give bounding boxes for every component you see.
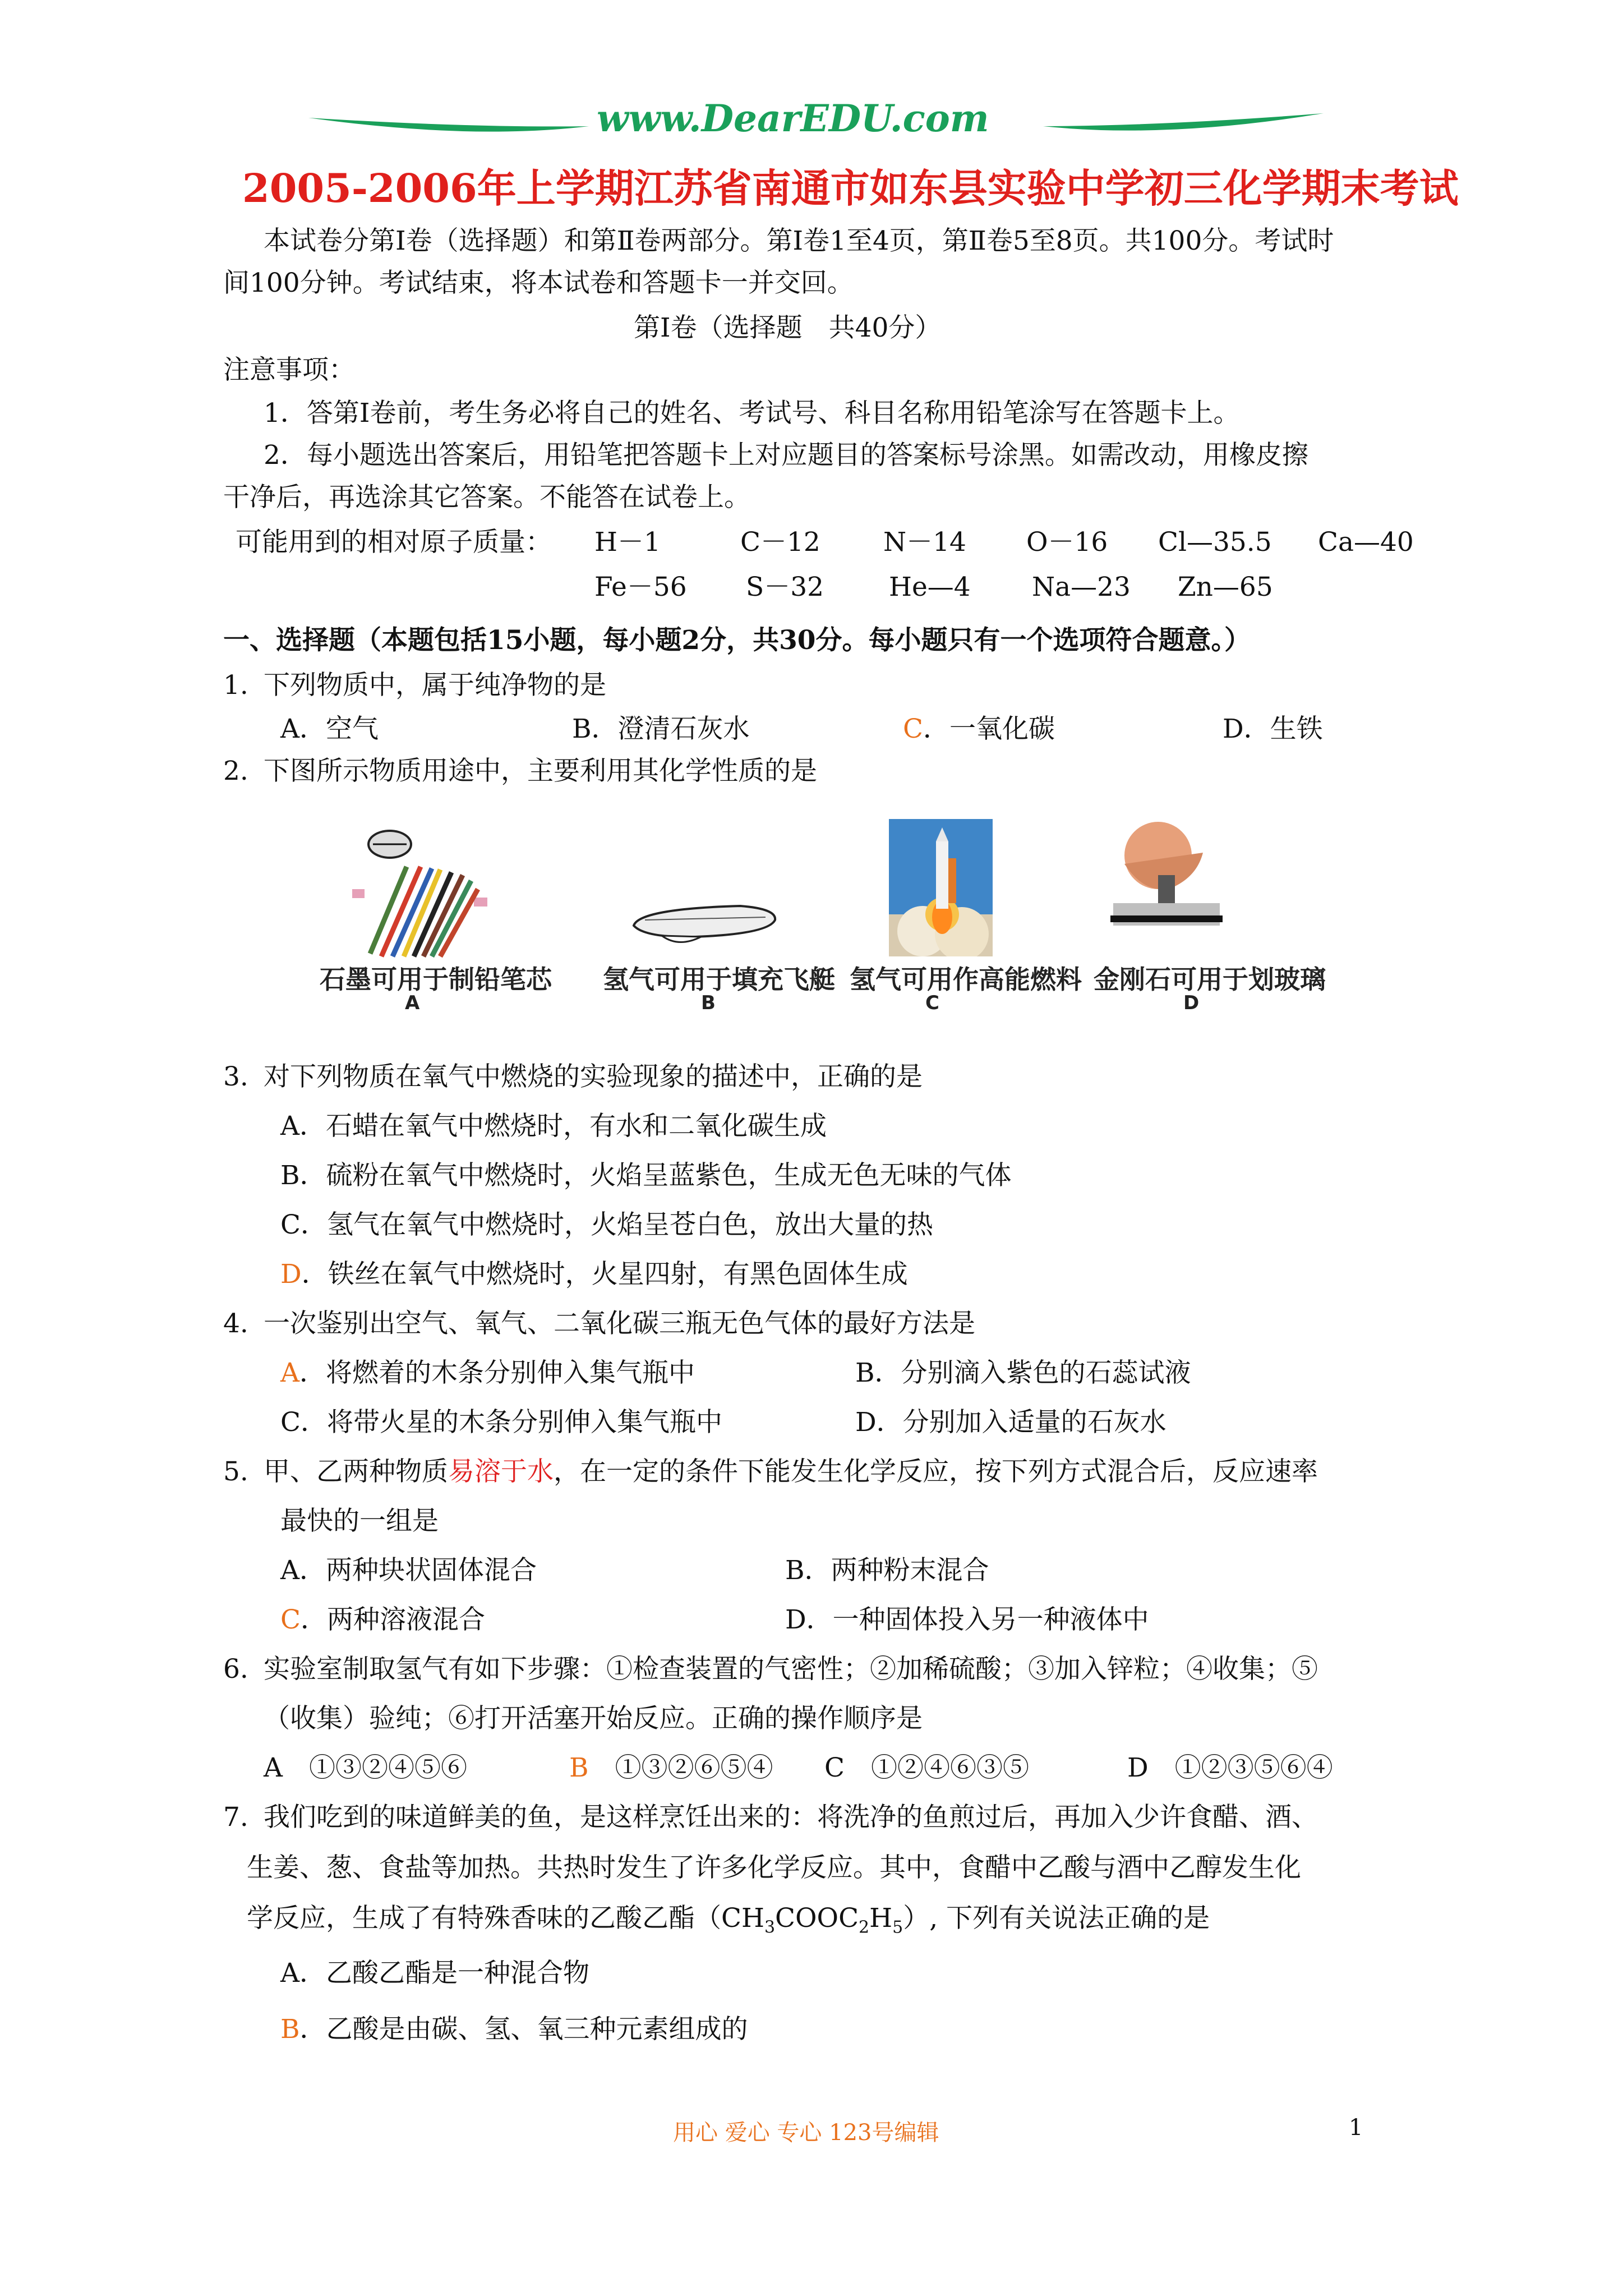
q1-stem: 下列物质中，属于纯净物的是 <box>264 670 606 701</box>
question-number: 2. <box>223 756 248 786</box>
atomic-mass: O－16 <box>1026 527 1108 558</box>
answer-letter: C <box>280 1604 301 1635</box>
atomic-mass: Zn—65 <box>1178 572 1273 602</box>
q6-option-c: C ①②④⑥③⑤ <box>824 1752 1029 1783</box>
figure-caption: 氢气可用作高能燃料 <box>850 964 1082 995</box>
figure-caption: 石墨可用于制铅笔芯 <box>320 964 552 995</box>
q6-option-b: B ①③②⑥⑤④ <box>569 1752 773 1783</box>
q5-stem-line-2: 最快的一组是 <box>280 1506 439 1536</box>
q1-option-d: D．生铁 <box>1223 714 1323 744</box>
answer-letter: D <box>280 1259 302 1290</box>
figure-caption: 金刚石可用于划玻璃 <box>1094 964 1326 995</box>
q4-stem: 一次鉴别出空气、氧气、二氧化碳三瓶无色气体的最好方法是 <box>264 1308 975 1339</box>
rocket-launch-image <box>889 819 993 956</box>
answer-letter: C <box>903 714 923 744</box>
note-2b: 干净后，再选涂其它答案。不能答在试卷上。 <box>223 482 750 513</box>
question-number: 4. <box>223 1308 248 1339</box>
notes-label: 注意事项： <box>223 355 355 385</box>
atomic-mass: N－14 <box>883 527 966 558</box>
q7-line-2: 生姜、葱、食盐等加热。共热时发生了许多化学反应。其中，食醋中乙酸与酒中乙醇发生化 <box>247 1852 1301 1883</box>
q7-line-3: 学反应，生成了有特殊香味的乙酸乙酯$(CH_3COOC_2H_5)$, 下列有关说法正确的是 <box>247 1903 1210 1938</box>
q5-option-a: A．两种块状固体混合 <box>280 1555 537 1586</box>
page-number: 1 <box>1349 2115 1363 2141</box>
atomic-mass: H－1 <box>594 527 661 558</box>
q7-option-a: A．乙酸乙酯是一种混合物 <box>280 1958 589 1989</box>
airship-image <box>628 892 780 954</box>
q5-option-d: D．一种固体投入另一种液体中 <box>785 1604 1149 1635</box>
question-number: 5. <box>223 1456 248 1487</box>
pencils-image <box>348 819 494 965</box>
banner-url: www.DearEDU.com <box>597 96 989 140</box>
q4-option-a: A．将燃着的木条分别伸入集气瓶中 <box>280 1358 695 1388</box>
figure-letter: C <box>925 992 939 1014</box>
q6-option-a: A ①③②④⑤⑥ <box>264 1752 467 1783</box>
q5-option-c: C．两种溶液混合 <box>280 1604 485 1635</box>
atomic-mass: Ca—40 <box>1318 527 1414 558</box>
q5-stem: 甲、乙两种物质易溶于水，在一定的条件下能发生化学反应，按下列方式混合后，反应速率 <box>264 1456 1318 1487</box>
q3-option-a: A．石蜡在氧气中燃烧时，有水和二氧化碳生成 <box>280 1111 827 1142</box>
q6-option-d: D ①②③⑤⑥④ <box>1127 1752 1333 1783</box>
note-1: 1．答第Ⅰ卷前，考生务必将自己的姓名、考试号、科目名称用铅笔涂写在答题卡上。 <box>264 398 1240 429</box>
q3-option-d: D．铁丝在氧气中燃烧时，火星四射，有黑色固体生成 <box>280 1259 908 1290</box>
q2-stem: 下图所示物质用途中，主要利用其化学性质的是 <box>264 756 817 786</box>
question-number: 6. <box>223 1654 248 1685</box>
figure-letter: A <box>405 992 420 1014</box>
q1-option-b: B．澄清石灰水 <box>572 714 750 744</box>
q6-stem-line-1: 实验室制取氢气有如下步骤：①检查装置的气密性；②加稀硫酸；③加入锌粒；④收集；⑤ <box>264 1654 1318 1685</box>
atomic-mass: Cl—35.5 <box>1158 527 1272 558</box>
figure-letter: D <box>1183 992 1200 1014</box>
q7-line-1: 我们吃到的味道鲜美的鱼，是这样烹饪出来的：将洗净的鱼煎过后，再加入少许食醋、酒、 <box>264 1802 1318 1833</box>
q4-option-d: D．分别加入适量的石灰水 <box>855 1407 1166 1438</box>
atomic-mass: Fe－56 <box>594 572 687 602</box>
q4-option-c: C．将带火星的木条分别伸入集气瓶中 <box>280 1407 722 1438</box>
q1-option-a: A．空气 <box>280 714 379 744</box>
atomic-mass: S－32 <box>746 572 824 602</box>
intro-line-2: 间100分钟。考试结束，将本试卷和答题卡一并交回。 <box>223 268 854 298</box>
atomic-mass: He—4 <box>889 572 971 602</box>
footer-text: 用心 爱心 专心 123号编辑 <box>673 2120 939 2146</box>
answer-letter: B <box>280 2014 300 2045</box>
question-number: 7. <box>223 1802 248 1833</box>
atomic-mass: C－12 <box>740 527 820 558</box>
atomic-mass: Na—23 <box>1032 572 1131 602</box>
q3-option-b: B．硫粉在氧气中燃烧时，火焰呈蓝紫色，生成无色无味的气体 <box>280 1160 1012 1191</box>
figure-letter: B <box>701 992 716 1014</box>
figure-caption: 氢气可用于填充飞艇 <box>603 964 835 995</box>
q5-option-b: B．两种粉末混合 <box>785 1555 989 1586</box>
q7-option-b: B．乙酸是由碳、氢、氧三种元素组成的 <box>280 2014 748 2045</box>
answer-letter: A <box>280 1358 299 1388</box>
diamond-cutter-image <box>1091 819 1223 940</box>
page-title: 2005-2006年上学期江苏省南通市如东县实验中学初三化学期末考试 <box>242 165 1459 211</box>
question-number: 3. <box>223 1061 248 1092</box>
question-number: 1. <box>223 670 248 701</box>
atomic-mass-label: 可能用到的相对原子质量： <box>236 527 552 558</box>
q1-option-c: C．一氧化碳 <box>903 714 1055 744</box>
answer-letter: B <box>569 1752 589 1783</box>
q6-stem-line-2: （收集）验纯；⑥打开活塞开始反应。正确的操作顺序是 <box>264 1703 923 1734</box>
section1-heading: 一、选择题（本题包括15小题，每小题2分，共30分。每小题只有一个选项符合题意。） <box>223 625 1251 656</box>
q4-option-b: B．分别滴入紫色的石蕊试液 <box>855 1358 1191 1388</box>
note-2a: 2．每小题选出答案后，用铅笔把答题卡上对应题目的答案标号涂黑。如需改动，用橡皮擦 <box>264 440 1308 471</box>
part1-heading: 第Ⅰ卷（选择题 共40分） <box>634 312 942 343</box>
intro-line-1: 本试卷分第Ⅰ卷（选择题）和第Ⅱ卷两部分。第Ⅰ卷1至4页，第Ⅱ卷5至8页。共100分。考试时 <box>264 226 1334 256</box>
highlighted-phrase: 易溶于水 <box>448 1456 554 1487</box>
q3-option-c: C．氢气在氧气中燃烧时，火焰呈苍白色，放出大量的热 <box>280 1209 933 1240</box>
q3-stem: 对下列物质在氧气中燃烧的实验现象的描述中，正确的是 <box>264 1061 923 1092</box>
